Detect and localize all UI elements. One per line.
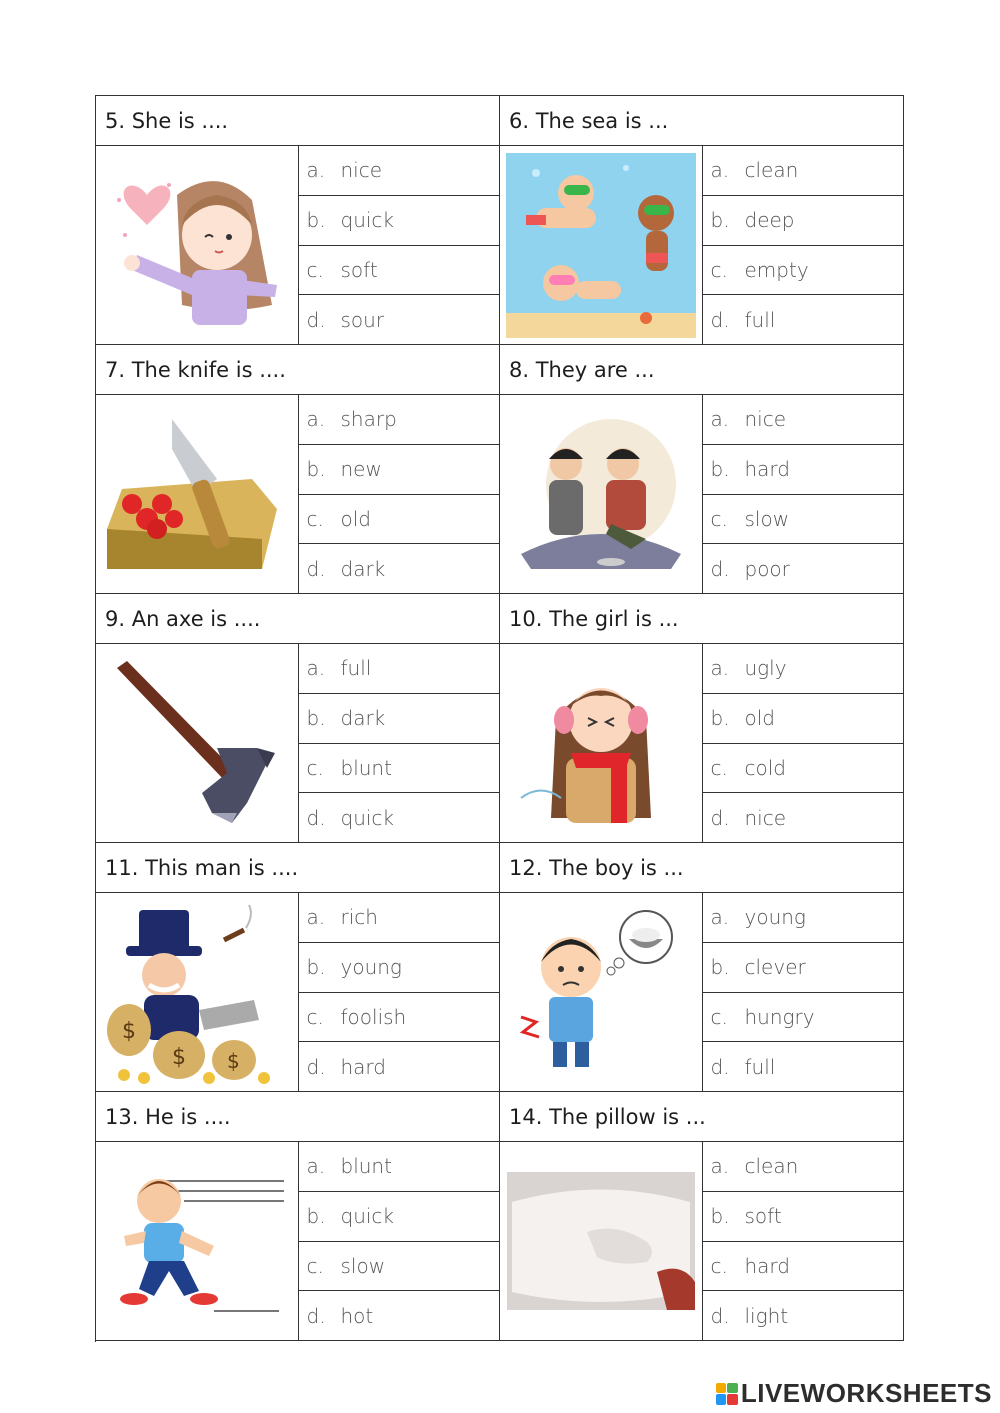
option-d[interactable]: [299, 793, 500, 842]
option-letter: d.: [710, 805, 730, 830]
option-c[interactable]: [703, 495, 904, 545]
question-block: [500, 146, 904, 345]
option-text: hard: [744, 1253, 790, 1278]
option-letter: d.: [710, 1054, 730, 1079]
option-text: quick: [340, 1204, 395, 1229]
option-b[interactable]: [299, 1192, 500, 1242]
option-letter: a.: [306, 905, 326, 930]
option-text: hard: [744, 457, 790, 482]
option-text: clean: [744, 1154, 799, 1179]
option-d[interactable]: [299, 295, 500, 344]
question-block: [96, 644, 500, 843]
option-text: hot: [340, 1303, 374, 1328]
question-block: [500, 395, 904, 594]
pillow-image: [500, 1142, 703, 1340]
question-text: 11. This man is ....: [96, 843, 500, 893]
question-block: [500, 644, 904, 843]
option-text: dark: [340, 556, 386, 581]
question-row: [96, 1092, 904, 1142]
option-text: rich: [340, 905, 378, 930]
option-text: ugly: [744, 656, 787, 681]
option-text: hard: [340, 1054, 386, 1079]
option-a[interactable]: [703, 146, 904, 196]
option-letter: a.: [710, 905, 730, 930]
option-d[interactable]: [703, 544, 904, 593]
option-text: quick: [340, 208, 395, 233]
option-b[interactable]: [299, 943, 500, 993]
option-letter: d.: [306, 1054, 326, 1079]
option-text: blunt: [340, 755, 392, 780]
option-b[interactable]: [299, 694, 500, 744]
question-block: [96, 395, 500, 594]
option-a[interactable]: [299, 644, 500, 694]
axe-image: [96, 644, 299, 842]
running-boy-image: [96, 1142, 299, 1340]
option-letter: b.: [710, 706, 730, 731]
question-row: [96, 345, 904, 395]
option-letter: b.: [306, 1204, 326, 1229]
options-list: [299, 893, 500, 1091]
options-list: [299, 644, 500, 842]
option-a[interactable]: [299, 395, 500, 445]
option-b[interactable]: [703, 196, 904, 246]
question-text: 12. The boy is ...: [500, 843, 904, 893]
option-letter: b.: [306, 706, 326, 731]
question-block: [96, 1142, 500, 1341]
option-b[interactable]: [703, 694, 904, 744]
hungry-boy-image: [500, 893, 703, 1091]
option-letter: b.: [710, 955, 730, 980]
option-letter: d.: [306, 805, 326, 830]
worksheet-table: [95, 95, 904, 1342]
option-letter: a.: [710, 656, 730, 681]
option-text: new: [340, 457, 382, 482]
option-letter: c.: [710, 755, 728, 780]
question-text: 7. The knife is ....: [96, 345, 500, 395]
option-letter: a.: [710, 158, 730, 183]
option-letter: d.: [306, 307, 326, 332]
question-row: [96, 594, 904, 644]
option-text: blunt: [340, 1154, 392, 1179]
option-text: slow: [744, 506, 790, 531]
option-d[interactable]: [703, 1042, 904, 1091]
option-a[interactable]: [299, 1142, 500, 1192]
option-text: young: [340, 955, 402, 980]
cold-girl-image: [500, 644, 703, 842]
option-a[interactable]: [703, 1142, 904, 1192]
option-b[interactable]: [703, 943, 904, 993]
question-text: 8. They are ...: [500, 345, 904, 395]
option-text: soft: [340, 257, 378, 282]
option-letter: c.: [306, 506, 324, 531]
option-text: clever: [744, 955, 806, 980]
logo-text: LIVEWORKSHEETS: [740, 1378, 992, 1408]
option-d[interactable]: [299, 1291, 500, 1340]
option-d[interactable]: [299, 1042, 500, 1091]
option-letter: c.: [306, 1004, 324, 1029]
kids-snorkeling-image: [500, 146, 703, 344]
option-c[interactable]: [299, 246, 500, 296]
question-text: 6. The sea is ...: [500, 96, 904, 146]
svg-text:$: $: [172, 1044, 187, 1070]
options-list: [703, 644, 904, 842]
options-list: [299, 395, 500, 593]
option-text: full: [744, 307, 776, 332]
options-list: [703, 1142, 904, 1340]
answer-row: [96, 395, 904, 594]
option-text: quick: [340, 805, 395, 830]
option-text: old: [744, 706, 775, 731]
option-b[interactable]: [299, 196, 500, 246]
answer-row: [96, 644, 904, 843]
option-b[interactable]: [703, 1192, 904, 1242]
option-text: full: [744, 1054, 776, 1079]
option-text: empty: [744, 257, 809, 282]
option-letter: a.: [710, 1154, 730, 1179]
option-text: hungry: [744, 1004, 815, 1029]
option-letter: d.: [710, 556, 730, 581]
answer-row: [96, 893, 904, 1092]
option-c[interactable]: [703, 744, 904, 794]
question-text: 9. An axe is ....: [96, 594, 500, 644]
option-text: foolish: [340, 1004, 407, 1029]
question-block: [500, 893, 904, 1092]
question-text: 10. The girl is ...: [500, 594, 904, 644]
option-text: clean: [744, 158, 799, 183]
option-letter: c.: [306, 257, 324, 282]
question-text: 5. She is ....: [96, 96, 500, 146]
option-letter: b.: [710, 1204, 730, 1229]
option-c[interactable]: [299, 993, 500, 1043]
option-text: old: [340, 506, 371, 531]
option-text: deep: [744, 208, 795, 233]
options-list: [703, 893, 904, 1091]
option-letter: b.: [306, 457, 326, 482]
option-letter: a.: [306, 656, 326, 681]
option-text: nice: [340, 158, 383, 183]
option-text: nice: [744, 805, 787, 830]
option-text: nice: [744, 407, 787, 432]
option-text: cold: [744, 755, 786, 780]
option-c[interactable]: [703, 993, 904, 1043]
option-letter: b.: [710, 208, 730, 233]
answer-row: [96, 146, 904, 345]
option-letter: c.: [710, 257, 728, 282]
option-letter: d.: [306, 1303, 326, 1328]
option-c[interactable]: [703, 246, 904, 296]
question-row: [96, 96, 904, 146]
option-c[interactable]: [299, 1242, 500, 1292]
option-letter: d.: [710, 307, 730, 332]
option-letter: c.: [710, 506, 728, 531]
options-list: [299, 146, 500, 344]
answer-row: [96, 1142, 904, 1341]
option-text: soft: [744, 1204, 782, 1229]
option-d[interactable]: [703, 1291, 904, 1340]
option-text: poor: [744, 556, 790, 581]
svg-text:$: $: [122, 1018, 137, 1044]
option-text: young: [744, 905, 806, 930]
knife-on-board-image: [96, 395, 299, 593]
option-letter: c.: [710, 1253, 728, 1278]
options-list: [703, 146, 904, 344]
option-letter: c.: [306, 755, 324, 780]
question-block: [96, 146, 500, 345]
option-a[interactable]: [703, 893, 904, 943]
option-a[interactable]: [703, 644, 904, 694]
question-text: 14. The pillow is ...: [500, 1092, 904, 1142]
options-list: [703, 395, 904, 593]
option-text: dark: [340, 706, 386, 731]
question-block: [500, 1142, 904, 1341]
logo-mark-icon: [716, 1383, 738, 1405]
option-c[interactable]: [299, 495, 500, 545]
option-letter: b.: [306, 208, 326, 233]
question-text: 13. He is ....: [96, 1092, 500, 1142]
option-text: sharp: [340, 407, 397, 432]
option-letter: a.: [306, 407, 326, 432]
option-letter: a.: [710, 407, 730, 432]
option-c[interactable]: [703, 1242, 904, 1292]
option-b[interactable]: [299, 445, 500, 495]
question-row: [96, 843, 904, 893]
liveworksheets-logo[interactable]: [716, 1378, 992, 1409]
option-letter: d.: [306, 556, 326, 581]
option-letter: c.: [710, 1004, 728, 1029]
option-letter: c.: [306, 1253, 324, 1278]
svg-text:$: $: [227, 1048, 240, 1073]
options-list: [299, 1142, 500, 1340]
option-text: light: [744, 1303, 789, 1328]
option-letter: a.: [306, 158, 326, 183]
option-b[interactable]: [703, 445, 904, 495]
question-block: [96, 893, 500, 1092]
option-d[interactable]: [299, 544, 500, 593]
option-a[interactable]: [703, 395, 904, 445]
poor-children-image: [500, 395, 703, 593]
option-a[interactable]: [299, 893, 500, 943]
option-d[interactable]: [703, 793, 904, 842]
option-letter: a.: [306, 1154, 326, 1179]
option-text: sour: [340, 307, 385, 332]
option-c[interactable]: [299, 744, 500, 794]
option-text: full: [340, 656, 372, 681]
option-letter: d.: [710, 1303, 730, 1328]
option-letter: b.: [710, 457, 730, 482]
option-text: slow: [340, 1253, 386, 1278]
option-letter: b.: [306, 955, 326, 980]
rich-man-image: [96, 893, 299, 1091]
option-d[interactable]: [703, 295, 904, 344]
smiling-girl-image: [96, 146, 299, 344]
option-a[interactable]: [299, 146, 500, 196]
